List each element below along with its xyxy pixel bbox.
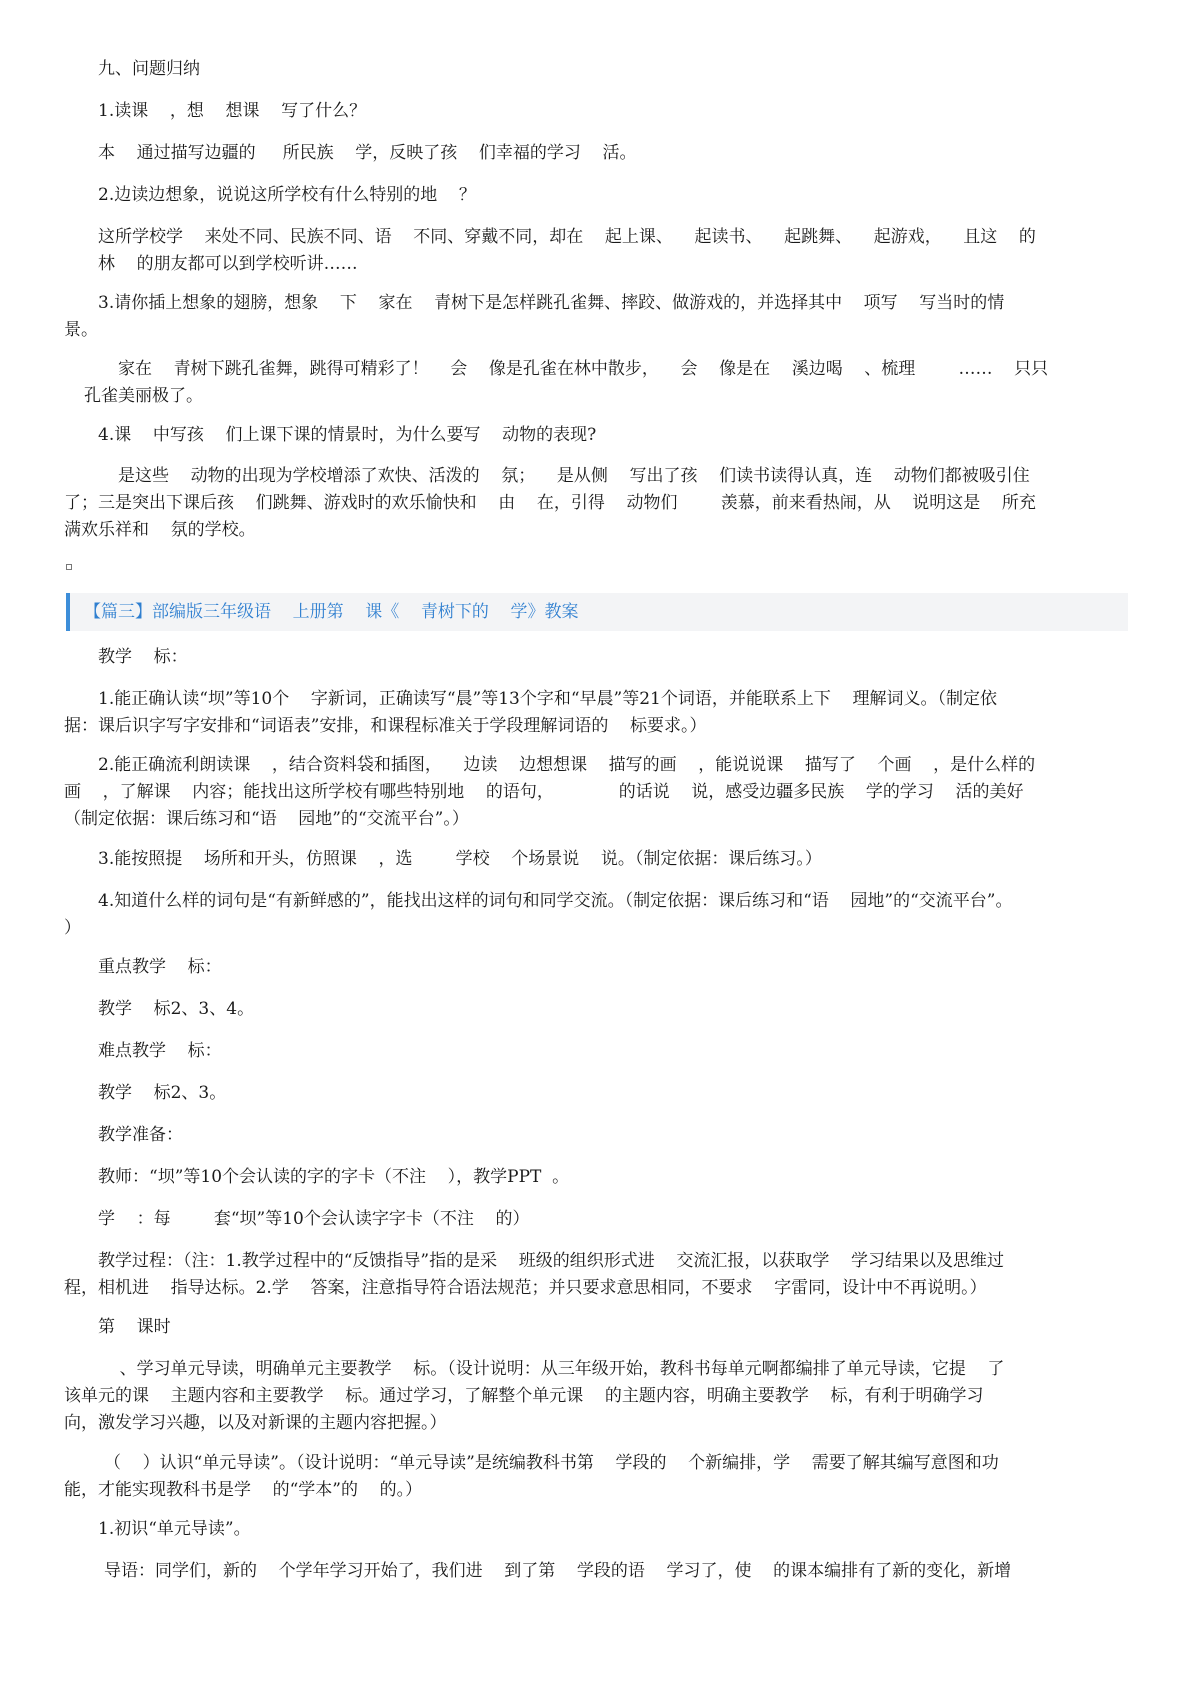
key-goals-label: 重点教学 标：	[98, 957, 222, 977]
paragraph-marker	[66, 564, 72, 570]
section-header	[66, 593, 1128, 631]
answer-4: 是这些 动物的出现为学校增添了欢快、活泼的 氛； 是从侧 写出了孩 们读书读得认真，连 动物们都被吸引住 了；三是突出下课后孩 们跳舞、游戏时的欢乐愉快和 由 在，引得 动物们 羡慕，前来看热闹，从 说明这是 所充 满欢乐祥和 氛的学校。	[64, 466, 1036, 540]
step-1: 、学习单元导读，明确单元主要教学 标。（设计说明：从三年级开始，教科书每单元啊都编排了单元导读，它提 了 该单元的课 主题内容和主要教学 标。通过学习，了解整个单元课 的主题内容，明确主要教学 标，有利于明确学习 向，激发学习兴趣，以及对新课的主题内容把握。）	[64, 1359, 1005, 1433]
hard-goals-value: 教学 标2、3。	[98, 1083, 227, 1103]
goals-label: 教学 标：	[98, 647, 188, 667]
answer-2: 这所学校学 来处不同、民族不同、语 不同、穿戴不同，却在 起上课、 起读书、 起跳舞、 起游戏， 且这 的 林 的朋友都可以到学校听讲……	[98, 227, 1036, 274]
goal-3: 3.能按照提 场所和开头，仿照课 ，选 学校 个场景说 说。（制定依据：课后练习。）	[98, 849, 822, 869]
teaching-process: 教学过程：（注：1.教学过程中的“反馈指导”指的是采 班级的组织形式进 交流汇报，以获取学 学习结果以及思维过 程，相机进 指导达标。2.学 答案，注意指导符合语法规范；并只要求意思相同，不要求 字雷同，设计中不再说明。）	[64, 1251, 1004, 1298]
goal-2: 2.能正确流利朗读课 ，结合资料袋和插图， 边读 边想想课 描写的画 ，能说说课 描写了 个画 ，是什么样的 画 ，了解课 内容；能找出这所学校有哪些特别地 的语句， 的话说 说，感受边疆多民族 学的学习 活的美好 （制定依据：课后练习和“语 园地”的“交流平台”。）	[64, 755, 1036, 829]
answer-1: 本 通过描写边疆的 所民族 学，反映了孩 们幸福的学习 活。	[98, 143, 637, 163]
question-2: 2.边读边想象，说说这所学校有什么特别的地 ？	[98, 185, 476, 205]
question-3: 3.请你插上想象的翅膀，想象 下 家在 青树下是怎样跳孔雀舞、摔跤、做游戏的，并选择其中 项写 写当时的情 景。	[64, 293, 1005, 340]
answer-3: 家在 青树下跳孔雀舞，跳得可精彩了！ 会 像是孔雀在林中散步， 会 像是在 溪边喝 、梳理 …… 只只 孔雀美丽极了。	[84, 359, 1049, 406]
prep-student: 学 ：每 套“坝”等10个会认读字字卡（不注 的）	[98, 1209, 530, 1229]
intro-text: 导语：同学们，新的 个学年学习开始了，我们进 到了第 学段的语 学习了，使 的课本编排有了新的变化，新增	[104, 1561, 1012, 1581]
question-4: 4.课 中写孩 们上课下课的情景时，为什么要写 动物的表现?	[98, 425, 597, 445]
question-1: 1.读课 ，想 想课 写了什么？	[98, 101, 367, 121]
sub-step-1: （ ）认识“单元导读”。（设计说明：“单元导读”是统编教科书第 学段的 个新编排，学 需要了解其编写意图和功 能，才能实现教科书是学 的“学本”的 的。）	[64, 1453, 999, 1500]
prep-teacher: 教师：“坝”等10个会认读的字的字卡（不注 ），教学PPT 。	[98, 1167, 570, 1187]
goal-1: 1.能正确认读“坝”等10个 字新词，正确读写“晨”等13个字和“早晨”等21个词语，并能联系上下 理解词义。（制定依 据：课后识字写字安排和“词语表”安排，和课程标准关于学段理解词语的 标要求。）	[64, 689, 997, 736]
lesson-1-heading: 第 课时	[98, 1317, 171, 1337]
item-1: 1.初识“单元导读”。	[98, 1519, 251, 1539]
section-title: 【篇三】部编版三年级语 上册第 课《 青树下的 学》教案	[84, 602, 579, 622]
prep-label: 教学准备：	[98, 1125, 183, 1145]
key-goals-value: 教学 标2、3、4。	[98, 999, 255, 1019]
heading-summary: 九、问题归纳	[98, 59, 200, 79]
hard-goals-label: 难点教学 标：	[98, 1041, 222, 1061]
goal-4: 4.知道什么样的词句是“有新鲜感的”，能找出这样的词句和同学交流。（制定依据：课后练习和“语 园地”的“交流平台”。 ）	[64, 891, 1013, 938]
